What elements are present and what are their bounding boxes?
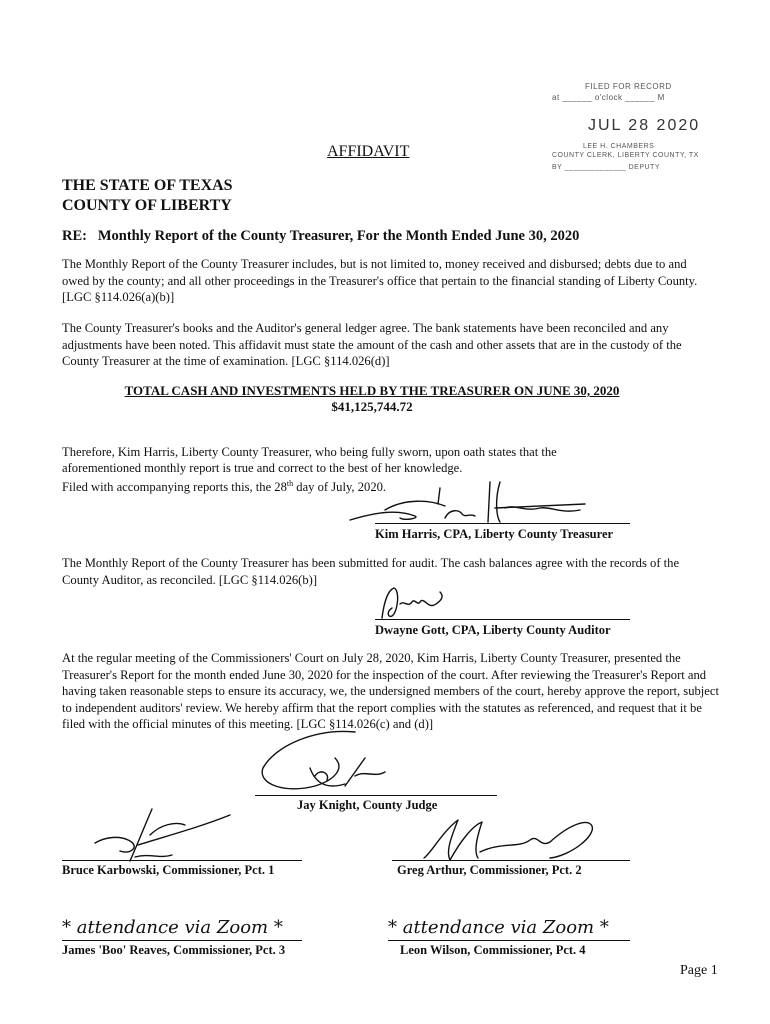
commissioner1-signature-line bbox=[62, 860, 302, 861]
stamp-by-line: BY ______________ DEPUTY bbox=[552, 164, 660, 171]
paragraph-books-agree: The County Treasurer's books and the Auditor's general ledger agree. The bank statements have been reconciled and any adjustments have been noted. This affidavit must state the amount of the cash and other assets that are in the custody of the County Treasurer at the time of examination. [LGC §114.026(d)] bbox=[62, 321, 682, 368]
commissioner2-label: Greg Arthur, Commissioner, Pct. 2 bbox=[397, 863, 582, 877]
judge-signature-line bbox=[255, 795, 497, 796]
paragraph-audit: The Monthly Report of the County Treasurer has been submitted for audit. The cash balances agree with the records of the County Auditor, as reconciled. [LGC §114.026(b)] bbox=[62, 556, 680, 587]
judge-signature bbox=[255, 728, 395, 800]
state-line: THE STATE OF TEXAS bbox=[62, 177, 233, 194]
commissioner1-label: Bruce Karbowski, Commissioner, Pct. 1 bbox=[62, 863, 275, 877]
commissioner3-label: James 'Boo' Reaves, Commissioner, Pct. 3 bbox=[62, 943, 286, 957]
treasurer-signature bbox=[350, 478, 630, 528]
commissioner3-signature-line bbox=[62, 940, 302, 941]
oath-date-sup: th bbox=[286, 479, 294, 488]
paragraph-court-approval: At the regular meeting of the Commissioners' Court on July 28, 2020, Kim Harris, Liberty County Treasurer, presented the Treasurer's Report for the month ended June 30, 2020 for the inspection of the court. After reviewing the Treasurer's Report and having taken reasonable steps to ensure its accuracy, we, the undersigned members of the court, hereby approve the report, subject to independent auditors' review. We hereby affirm that the report complies with the statutes as referenced, and request that it be filed with the official minutes of this meeting. [LGC §114.026(c) and (d)] bbox=[62, 651, 719, 731]
judge-signature-label: Jay Knight, County Judge bbox=[297, 798, 438, 812]
total-amount: $41,125,744.72 bbox=[331, 399, 413, 414]
auditor-signature bbox=[378, 582, 458, 622]
oath-date-post: day of July, 2020. bbox=[293, 480, 387, 495]
county-line: COUNTY OF LIBERTY bbox=[62, 197, 232, 214]
commissioner1-signature bbox=[90, 805, 240, 865]
oath-date-pre: Filed with accompanying reports this, the 28 bbox=[62, 480, 287, 495]
commissioner4-signature-line bbox=[388, 940, 630, 941]
stamp-filed-for-record: FILED FOR RECORD bbox=[585, 82, 672, 91]
re-line: RE: Monthly Report of the County Treasurer, For the Month Ended June 30, 2020 bbox=[62, 228, 580, 244]
commissioner3-handwritten-note: * attendance via Zoom * bbox=[62, 917, 283, 938]
total-heading: TOTAL CASH AND INVESTMENTS HELD BY THE TREASURER ON JUNE 30, 2020 bbox=[124, 383, 620, 398]
auditor-signature-label: Dwayne Gott, CPA, Liberty County Auditor bbox=[375, 623, 611, 637]
paragraph-oath-line2: aforementioned monthly report is true and correct to the best of her knowledge. bbox=[62, 461, 463, 475]
treasurer-signature-line bbox=[375, 523, 630, 524]
commissioner2-signature-line bbox=[392, 860, 630, 861]
paragraph-oath-line1: Therefore, Kim Harris, Liberty County Treasurer, who being fully sworn, upon oath states that the bbox=[62, 445, 557, 459]
page-number: Page 1 bbox=[680, 963, 718, 978]
auditor-signature-line bbox=[375, 619, 630, 620]
stamp-clerk-title: COUNTY CLERK, LIBERTY COUNTY, TX bbox=[552, 152, 699, 159]
paragraph-report-contents: The Monthly Report of the County Treasurer includes, but is not limited to, money received and disbursed; debts due to and owed by the county; and all other proceedings in the Treasurer's office that pertain to the financial standing of Liberty County. [LGC §114.026(a)(b)] bbox=[62, 257, 698, 304]
treasurer-signature-label: Kim Harris, CPA, Liberty County Treasurer bbox=[375, 527, 614, 541]
stamp-at-oclock: at ______ o'clock ______ M bbox=[552, 93, 665, 102]
commissioner4-handwritten-note: * attendance via Zoom * bbox=[388, 917, 609, 938]
document-title: AFFIDAVIT bbox=[327, 143, 410, 160]
stamp-clerk-name: LEE H. CHAMBERS bbox=[583, 143, 655, 150]
stamp-date: JUL 28 2020 bbox=[588, 117, 701, 134]
commissioner4-label: Leon Wilson, Commissioner, Pct. 4 bbox=[400, 943, 586, 957]
